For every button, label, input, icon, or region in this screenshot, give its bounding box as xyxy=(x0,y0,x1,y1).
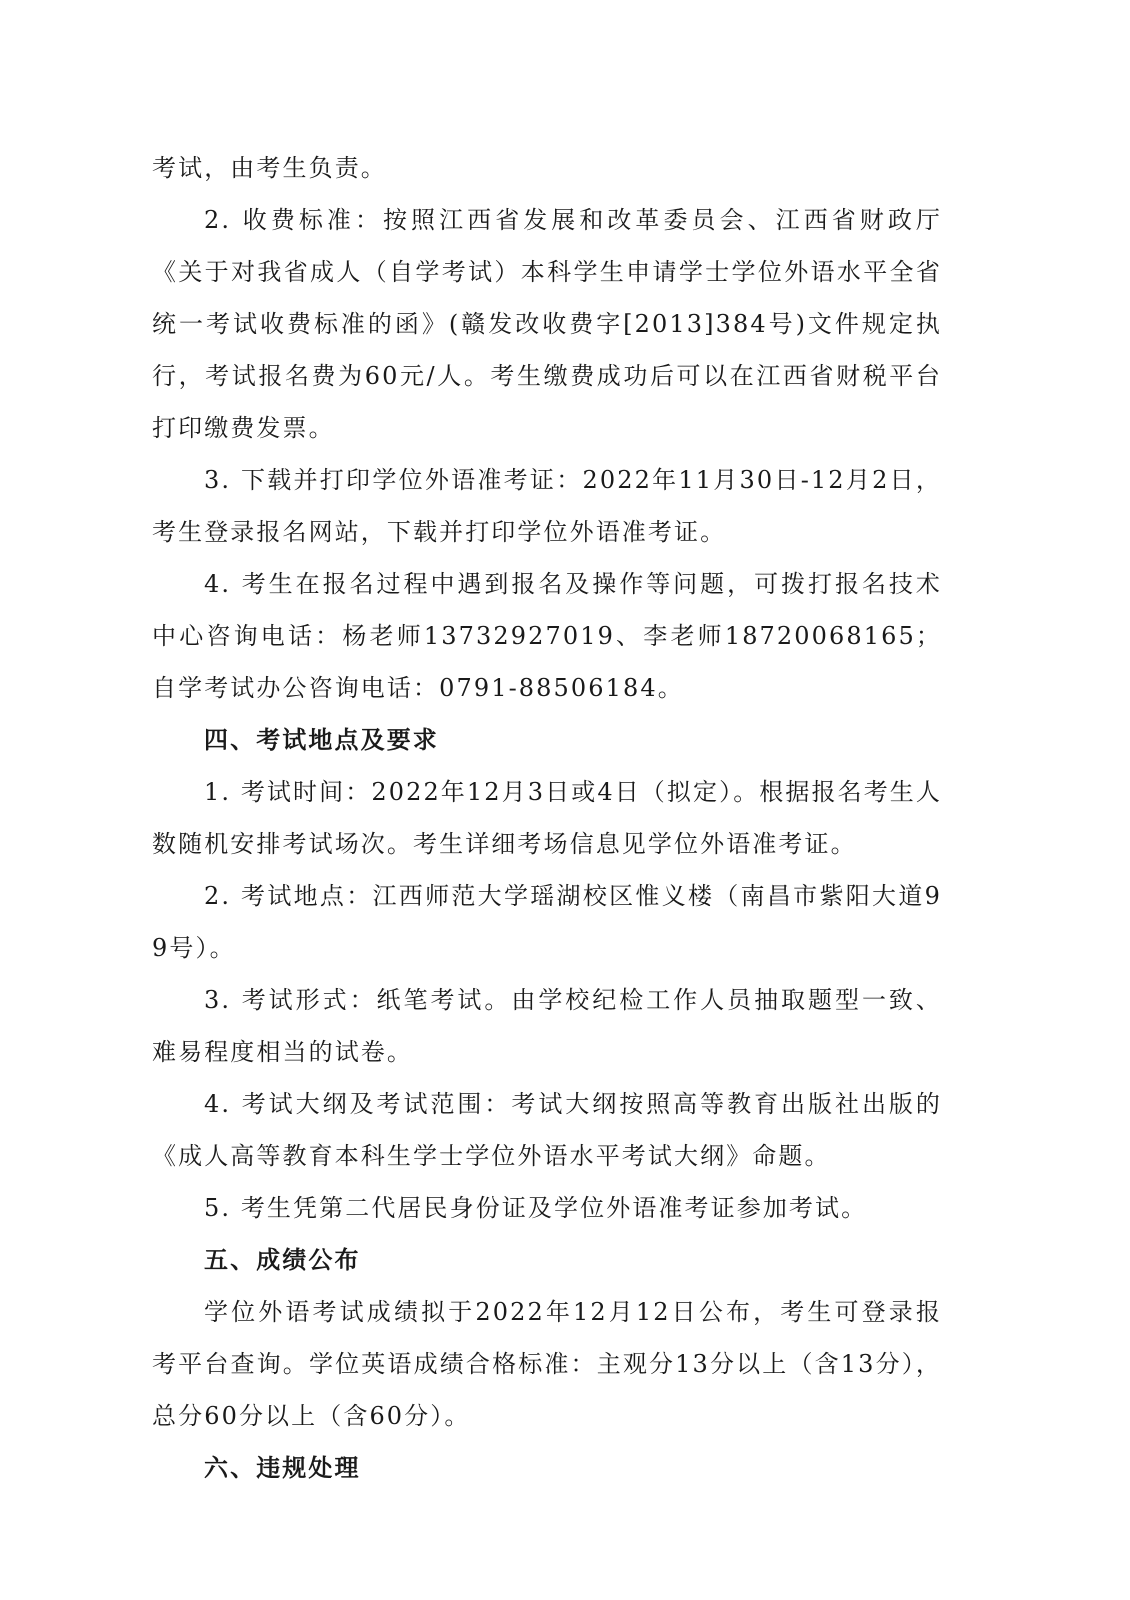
paragraph-results: 学位外语考试成绩拟于2022年12月12日公布，考生可登录报考平台查询。学位英语成绩合格标准：主观分13分以上（含13分），总分60分以上（含60分）。 xyxy=(152,1298,942,1430)
paragraph-exam-syllabus: 4. 考试大纲及考试范围：考试大纲按照高等教育出版社出版的《成人高等教育本科生学士学位外语水平考试大纲》命题。 xyxy=(152,1090,942,1170)
heading-section-5: 五、成绩公布 xyxy=(204,1246,361,1274)
paragraph-admission-ticket: 3. 下载并打印学位外语准考证：2022年11月30日-12月2日，考生登录报名网站，下载并打印学位外语准考证。 xyxy=(152,466,942,546)
paragraph-contact: 4. 考生在报名过程中遇到报名及操作等问题，可拨打报名技术中心咨询电话：杨老师13732927019、李老师18720068165；自学考试办公咨询电话：0791-88506184。 xyxy=(152,570,942,702)
heading-section-4: 四、考试地点及要求 xyxy=(204,726,439,754)
paragraph-intro: 考试，由考生负责。 xyxy=(152,154,387,182)
paragraph-exam-time: 1. 考试时间：2022年12月3日或4日（拟定）。根据报名考生人数随机安排考试场次。考生详细考场信息见学位外语准考证。 xyxy=(152,778,942,858)
heading-section-6: 六、违规处理 xyxy=(204,1454,361,1482)
paragraph-exam-place: 2. 考试地点：江西师范大学瑶湖校区惟义楼（南昌市紫阳大道99号）。 xyxy=(152,882,942,962)
paragraph-id-requirement: 5. 考生凭第二代居民身份证及学位外语准考证参加考试。 xyxy=(204,1194,868,1222)
document-body xyxy=(152,142,942,1494)
paragraph-fee-standard: 2. 收费标准：按照江西省发展和改革委员会、江西省财政厅《关于对我省成人（自学考试）本科学生申请学士学位外语水平全省统一考试收费标准的函》(赣发改收费字[2013]384号)文件规定执行，考试报名费为60元/人。考生缴费成功后可以在江西省财税平台打印缴费发票。 xyxy=(152,206,942,442)
paragraph-exam-form: 3. 考试形式：纸笔考试。由学校纪检工作人员抽取题型一致、难易程度相当的试卷。 xyxy=(152,986,942,1066)
